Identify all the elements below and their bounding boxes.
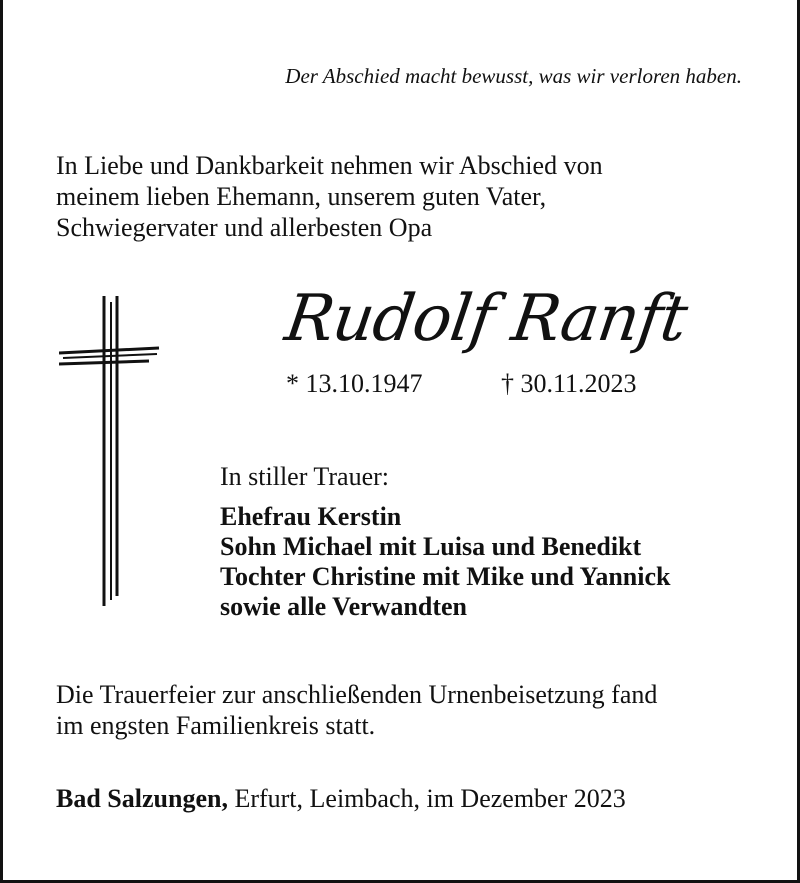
intro-text <box>56 150 603 243</box>
cross-icon <box>59 296 163 608</box>
death-date: † 30.11.2023 <box>501 369 637 398</box>
family-member: Tochter Christine mit Mike und Yannick <box>220 562 671 591</box>
family-member: sowie alle Verwandten <box>220 592 467 621</box>
family-member: Sohn Michael mit Luisa und Benedikt <box>220 532 642 561</box>
funeral-line: Die Trauerfeier zur anschließenden Urnenbeisetzung fand <box>56 680 658 709</box>
other-places: Erfurt, Leimbach, im Dezember 2023 <box>227 784 626 813</box>
intro-line: meinem lieben Ehemann, unserem guten Vater, <box>56 182 547 211</box>
family-list <box>220 502 670 622</box>
mourning-label: In stiller Trauer: <box>220 462 389 491</box>
funeral-line: im engsten Familienkreis statt. <box>56 711 376 740</box>
birth-date: * 13.10.1947 <box>286 369 423 398</box>
places-date <box>56 784 626 814</box>
family-member: Ehefrau Kerstin <box>220 502 402 531</box>
intro-line: In Liebe und Dankbarkeit nehmen wir Abschied von <box>56 151 603 180</box>
primary-place: Bad Salzungen, <box>56 784 228 813</box>
deceased-name: Rudolf Ranft <box>280 282 692 356</box>
motto: Der Abschied macht bewusst, was wir verloren haben. <box>285 64 742 88</box>
funeral-note <box>56 679 657 741</box>
intro-line: Schwiegervater und allerbesten Opa <box>56 213 433 242</box>
